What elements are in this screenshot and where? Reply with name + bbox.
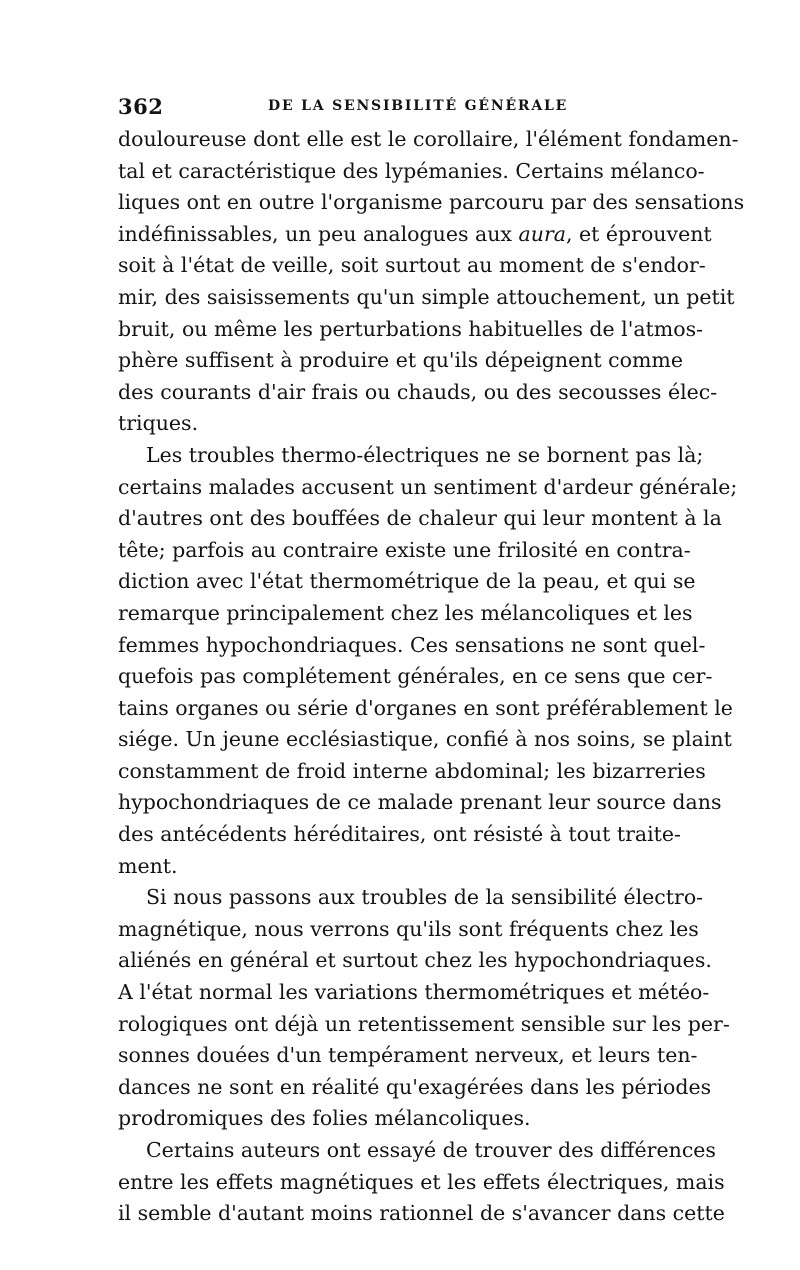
text-line: hypochondriaques de ce malade prenant leur source dans xyxy=(118,790,722,815)
text-line: soit à l'état de veille, soit surtout au moment de s'endor- xyxy=(118,253,706,278)
text-line: quefois pas complétement générales, en ce sens que cer- xyxy=(118,664,713,689)
text-line: phère suffisent à produire et qu'ils dépeignent comme xyxy=(118,348,684,373)
text-line: des antécédents héréditaires, ont résisté à tout traite- xyxy=(118,822,681,847)
running-head: DE LA SENSIBILITÉ GÉNÉRALE xyxy=(268,98,569,114)
text-line: aliénés en général et surtout chez les hypochondriaques. xyxy=(118,948,712,973)
text-line: certains malades accusent un sentiment d'ardeur générale; xyxy=(118,474,738,499)
text-line: tal et caractéristique des lypémanies. Certains mélanco- xyxy=(118,158,705,183)
text-line: indéfinissables, un peu analogues aux aura, et éprouvent xyxy=(118,221,712,246)
text-line: tains organes ou série d'organes en sont préférablement le xyxy=(118,695,733,720)
text-line: ment. xyxy=(118,853,178,878)
text-line: prodromiques des folies mélancoliques. xyxy=(118,1106,531,1131)
text-line: bruit, ou même les perturbations habituelles de l'atmos- xyxy=(118,316,704,341)
text-line: Les troubles thermo-électriques ne se bornent pas là; xyxy=(146,442,704,467)
text-line: il semble d'autant moins rationnel de s'avancer dans cette xyxy=(118,1201,725,1226)
text-line: liques ont en outre l'organisme parcouru par des sensations xyxy=(118,190,745,215)
page-header xyxy=(118,94,676,120)
text-line: mir, des saisissements qu'un simple attouchement, un petit xyxy=(118,284,735,309)
text-line: Si nous passons aux troubles de la sensibilité électro- xyxy=(146,885,704,910)
italic-term: aura xyxy=(518,221,566,246)
text-line: femmes hypochondriaques. Ces sensations ne sont quel- xyxy=(118,632,706,657)
text-line: tête; parfois au contraire existe une frilosité en contra- xyxy=(118,537,691,562)
text-line: d'autres ont des bouffées de chaleur qui leur montent à la xyxy=(118,506,722,531)
text-line: dances ne sont en réalité qu'exagérées dans les périodes xyxy=(118,1074,712,1099)
text-line: magnétique, nous verrons qu'ils sont fréquents chez les xyxy=(118,916,699,941)
text-line: remarque principalement chez les mélancoliques et les xyxy=(118,600,693,625)
body-text xyxy=(118,124,745,1230)
text-line: douloureuse dont elle est le corollaire, l'élément fondamen- xyxy=(118,127,739,151)
text-line: entre les effets magnétiques et les effets électriques, mais xyxy=(118,1169,725,1194)
text-line: constamment de froid interne abdominal; les bizarreries xyxy=(118,758,706,783)
text-line: diction avec l'état thermométrique de la peau, et qui se xyxy=(118,569,696,594)
page-number: 362 xyxy=(118,94,164,119)
text-line: Certains auteurs ont essayé de trouver des différences xyxy=(146,1138,716,1162)
text-line: A l'état normal les variations thermométriques et météo- xyxy=(118,980,710,1005)
text-line: triques. xyxy=(118,411,199,436)
text-line: sonnes douées d'un tempérament nerveux, et leurs ten- xyxy=(118,1043,698,1068)
text-line: siége. Un jeune ecclésiastique, confié à nos soins, se plaint xyxy=(118,727,732,752)
text-line: rologiques ont déjà un retentissement sensible sur les per- xyxy=(118,1011,730,1036)
text-line: des courants d'air frais ou chauds, ou des secousses élec- xyxy=(118,379,718,404)
